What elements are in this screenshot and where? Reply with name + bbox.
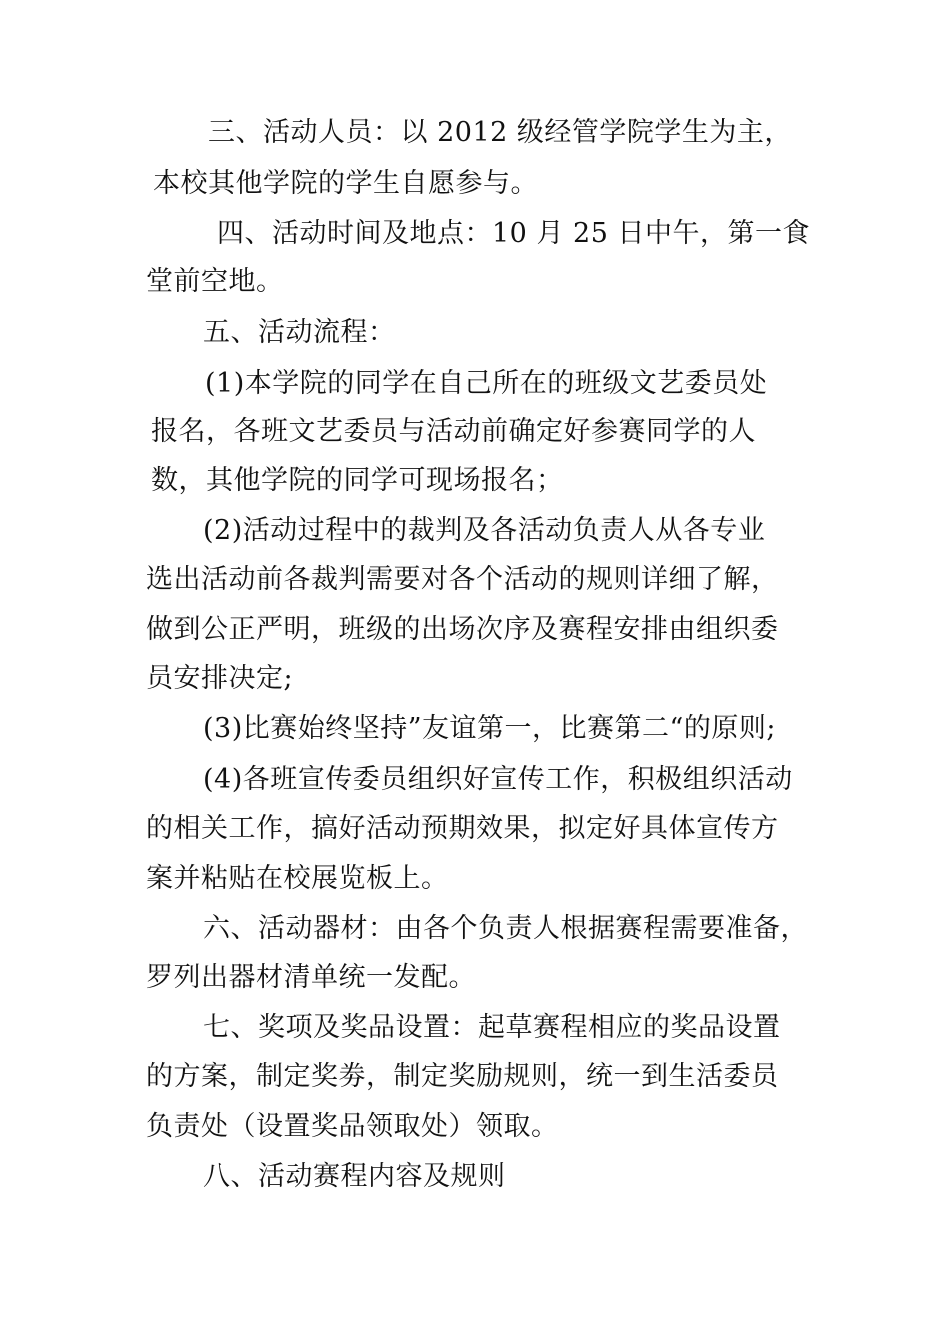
text-line: (1)本学院的同学在自己所在的班级文艺委员处	[205, 368, 768, 399]
text-line: (2)活动过程中的裁判及各活动负责人从各专业	[203, 515, 766, 546]
text-line: 本校其他学院的学生自愿参与。	[153, 168, 538, 199]
text-line: 三、活动人员：以 2012 级经管学院学生为主，	[208, 117, 792, 148]
text-line: 七、奖项及奖品设置：起草赛程相应的奖品设置	[203, 1012, 781, 1043]
text-line: 罗列出器材清单统一发配。	[146, 962, 476, 993]
text-line: 堂前空地。	[146, 266, 284, 297]
text-line: 报名，各班文艺委员与活动前确定好参赛同学的人	[151, 416, 756, 447]
text-line: (4)各班宣传委员组织好宣传工作，积极组织活动	[203, 764, 793, 795]
text-line: 六、活动器材：由各个负责人根据赛程需要准备，	[203, 913, 808, 944]
text-line: (3)比赛始终坚持”友谊第一，比赛第二“的原则;	[203, 713, 776, 744]
text-line: 做到公正严明，班级的出场次序及赛程安排由组织委	[146, 614, 779, 645]
text-line: 四、活动时间及地点：10 月 25 日中午，第一食	[217, 218, 810, 249]
text-line: 负责处（设置奖品领取处）领取。	[146, 1111, 559, 1142]
text-line: 案并粘贴在校展览板上。	[146, 863, 449, 894]
text-line: 八、活动赛程内容及规则	[203, 1161, 506, 1192]
text-line: 数，其他学院的同学可现场报名；	[151, 465, 564, 496]
text-line: 的相关工作，搞好活动预期效果，拟定好具体宣传方	[146, 813, 779, 844]
text-line: 选出活动前各裁判需要对各个活动的规则详细了解，	[146, 564, 779, 595]
text-line: 的方案，制定奖劵，制定奖励规则，统一到生活委员	[146, 1061, 779, 1092]
text-line: 五、活动流程：	[203, 317, 396, 348]
text-line: 员安排决定;	[146, 663, 294, 694]
